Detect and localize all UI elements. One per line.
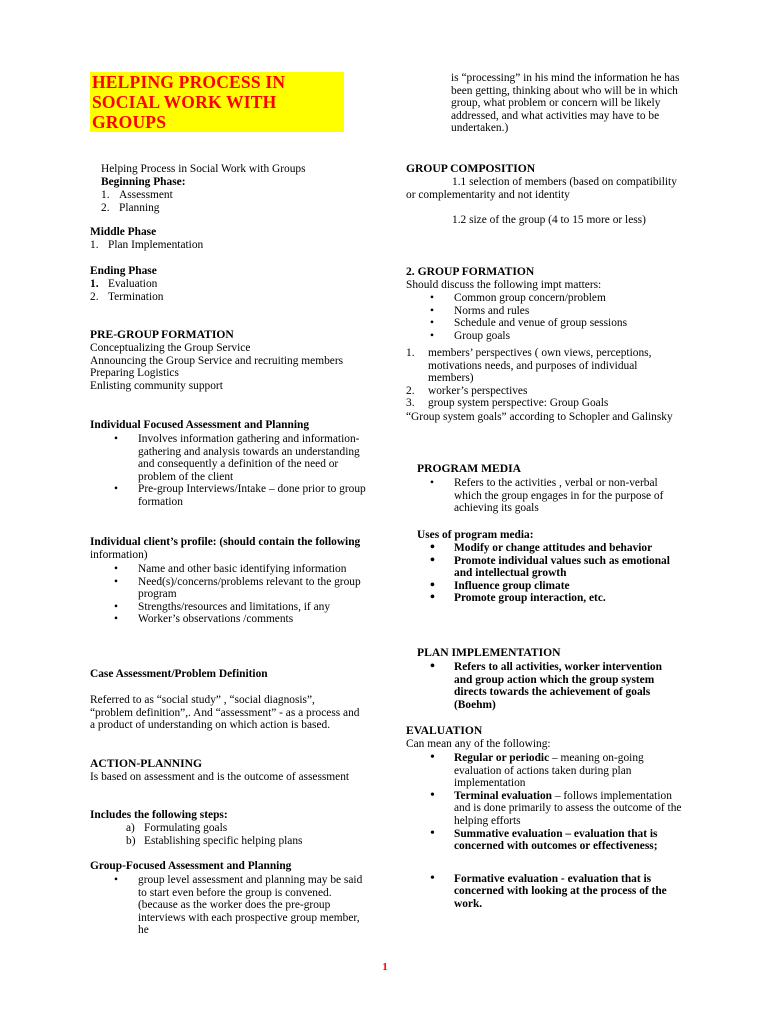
document-title: HELPING PROCESS IN SOCIAL WORK WITH GROUPS	[90, 72, 344, 132]
list-item: 1. Evaluation	[90, 278, 158, 290]
gfap-list	[90, 874, 370, 937]
list-item: 1. Plan Implementation	[90, 239, 204, 251]
plan-implementation-list	[406, 661, 682, 711]
evaluation-intro: Can mean any of the following:	[406, 738, 551, 750]
program-media-heading: PROGRAM MEDIA	[417, 462, 522, 475]
text-line: Preparing Logistics	[90, 367, 179, 380]
list-item: • Regular or periodic – meaning on-going evaluation of actions taken during plan implementation	[406, 752, 682, 790]
list-item: • Schedule and venue of group sessions	[406, 317, 682, 330]
page-number: 1	[382, 961, 388, 973]
continued-text: is “processing” in his mind the information he has been getting, thinking about who will be in which group, what problem or concern will be likely addressed, and what activities may have to be undertaken.)	[451, 72, 680, 135]
action-planning-text: Is based on assessment and is the outcome of assessment	[90, 771, 350, 783]
text-line: Conceptualizing the Group Service	[90, 342, 251, 354]
intro-line: Helping Process in Social Work with Groups	[101, 163, 306, 175]
list-item: • Strengths/resources and limitations, if any	[90, 601, 370, 614]
gfap-heading: Group-Focused Assessment and Planning	[90, 860, 292, 872]
list-item: • Refers to all activities, worker intervention and group action which the group system directs towards the achievement of goals (Boehm)	[406, 661, 682, 711]
list-item: • Pre-group Interviews/Intake – done prior to group formation	[90, 483, 370, 508]
middle-phase-list	[90, 239, 370, 252]
group-composition-heading: GROUP COMPOSITION	[406, 162, 536, 175]
ending-phase-heading: Ending Phase	[90, 265, 157, 277]
list-item: • Summative evaluation – evaluation that is concerned with outcomes or effectiveness;	[406, 828, 682, 853]
plan-implementation-heading: PLAN IMPLEMENTATION	[417, 646, 561, 659]
list-item: • Influence group climate	[406, 580, 682, 593]
formation-intro: Should discuss the following impt matters:	[406, 279, 602, 291]
steps-list	[90, 822, 370, 847]
ending-phase-list	[90, 278, 370, 303]
list-item: 1. members’ perspectives ( own views, perceptions, motivations needs, and purposes of individual members)	[406, 347, 652, 385]
list-item: a) Formulating goals	[126, 822, 228, 834]
list-item: 2. worker’s perspectives	[406, 384, 528, 397]
list-item: • Promote group interaction, etc.	[406, 592, 682, 605]
list-item: • group level assessment and planning may be said to start even before the group is convened. (because as the worker does the pre-group interviews with each prospective group member, he	[90, 874, 370, 937]
list-item: 3. group system perspective: Group Goals	[406, 397, 609, 410]
formation-quote: “Group system goals” according to Schopler and Galinsky	[406, 411, 673, 423]
beginning-phase-heading: Beginning Phase:	[101, 176, 186, 188]
list-item: 1. Assessment	[101, 189, 173, 201]
ifap-heading: Individual Focused Assessment and Planning	[90, 419, 310, 431]
program-media-list	[406, 477, 682, 515]
list-item: • Promote individual values such as emotional and intellectual growth	[406, 555, 682, 580]
middle-phase-heading: Middle Phase	[90, 226, 157, 238]
profile-heading: Individual client’s profile: (should contain the following information)	[90, 536, 361, 561]
ifap-list	[90, 433, 370, 509]
action-planning-heading: ACTION-PLANNING	[90, 757, 203, 770]
list-item: • Need(s)/concerns/problems relevant to the group program	[90, 576, 370, 601]
steps-heading: Includes the following steps:	[90, 809, 228, 821]
case-heading: Case Assessment/Problem Definition	[90, 668, 268, 680]
list-item: b) Establishing specific helping plans	[126, 834, 303, 847]
list-item: 2. Termination	[90, 290, 164, 303]
formation-numbered	[406, 347, 682, 410]
evaluation-list	[406, 752, 682, 911]
group-formation-heading: 2. GROUP FORMATION	[406, 265, 535, 278]
list-item: • Involves information gathering and information-gathering and analysis towards an understanding and consequently a definition of the need or problem of the client	[90, 433, 370, 483]
composition-item-1: 1.1 selection of members (based on compatibility or complementarity and not identity	[406, 176, 677, 201]
text-line: Enlisting community support	[90, 379, 223, 392]
pregroup-lines	[90, 342, 370, 392]
list-item: • Worker’s observations /comments	[90, 613, 370, 626]
uses-heading: Uses of program media:	[417, 529, 534, 541]
list-item: • Group goals	[406, 330, 682, 343]
list-item: • Common group concern/problem	[406, 292, 682, 305]
list-item: • Norms and rules	[406, 305, 682, 318]
profile-list	[90, 563, 370, 626]
text-line: Announcing the Group Service and recruiting members	[90, 354, 344, 367]
evaluation-heading: EVALUATION	[406, 724, 483, 737]
uses-list	[406, 542, 682, 605]
composition-item-2: 1.2 size of the group (4 to 15 more or less)	[452, 214, 646, 226]
pregroup-heading: PRE-GROUP FORMATION	[90, 328, 234, 341]
list-item: • Refers to the activities , verbal or non-verbal which the group engages in for the purpose of achieving its goals	[406, 477, 682, 515]
list-item: 2. Planning	[101, 201, 160, 214]
list-item: • Name and other basic identifying information	[90, 563, 370, 576]
list-item: • Formative evaluation - evaluation that is concerned with looking at the process of the work.	[406, 873, 682, 911]
list-item: • Modify or change attitudes and behavior	[406, 542, 682, 555]
list-item: • Terminal evaluation – follows implementation and is done primarily to assess the outcome of the helping efforts	[406, 790, 682, 828]
formation-bullets	[406, 292, 682, 342]
case-text: Referred to as “social study” , “social diagnosis”, “problem definition”,. And “assessment” - as a process and a product of understanding on which action is based.	[90, 694, 360, 732]
beginning-phase-list	[90, 189, 381, 214]
